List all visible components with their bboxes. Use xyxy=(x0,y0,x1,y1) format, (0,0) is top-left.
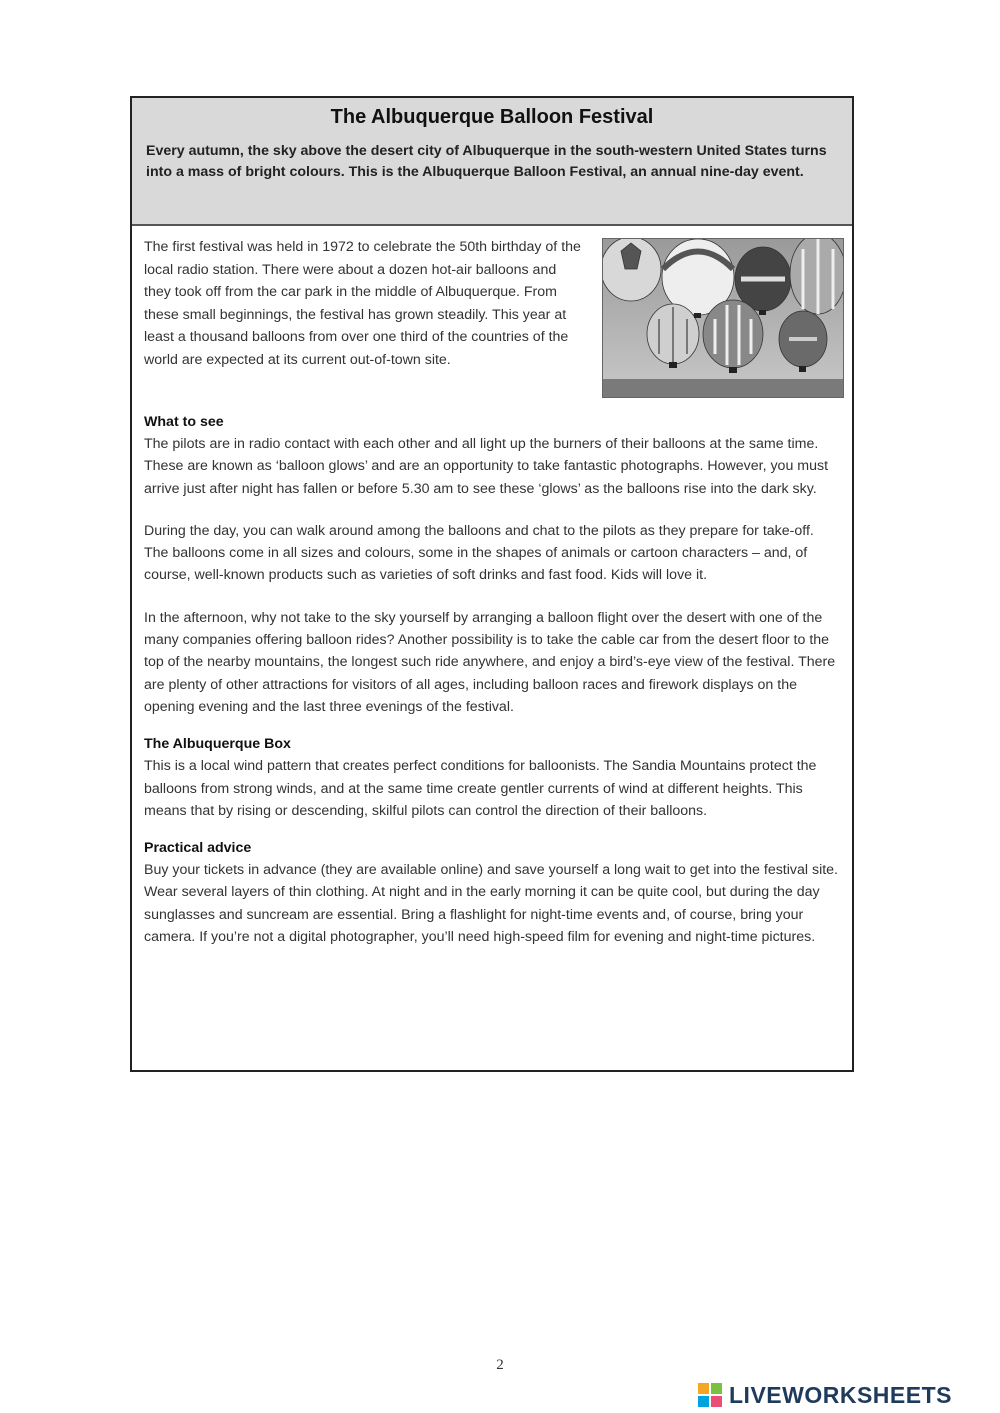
article-content xyxy=(132,226,852,948)
liveworksheets-logo xyxy=(697,1380,952,1410)
what-to-see-paragraph-3: In the afternoon, why not take to the sky yourself by arranging a balloon flight over the desert with one of the many companies offering balloon rides? Another possibility is to take the cable car from the desert floor to the top of the nearby mountains, the longest such ride anywhere, and enjoy a bird’s-eye view of the festival. There are plenty of other attractions for visitors of all ages, including balloon races and firework displays on the opening evening and the last three evenings of the festival. xyxy=(144,609,836,715)
section-heading-practical-advice: Practical advice xyxy=(144,840,252,857)
article-box xyxy=(130,96,854,1072)
article-title: The Albuquerque Balloon Festival xyxy=(330,106,654,128)
liveworksheets-logo-icon xyxy=(697,1382,723,1408)
page-number: 2 xyxy=(496,1357,504,1373)
practical-advice-paragraph: Buy your tickets in advance (they are available online) and save yourself a long wait to get into the festival site. Wear several layers of thin clothing. At night and in the early morning it can be quite cool, but during the day sunglasses and suncream are essential. Bring a flashlight for night-time events and, of course, bring your camera. If you’re not a digital photographer, you’ll need high-speed film for evening and night-time pictures. xyxy=(144,862,838,946)
what-to-see-paragraph-2: During the day, you can walk around among the balloons and chat to the pilots as they prepare for take-off. The balloons come in all sizes and colours, some in the shapes of animals or cartoon characters – and, of course, well-known products such as varieties of soft drinks and fast food. Kids will love it. xyxy=(144,522,814,584)
intro-block xyxy=(144,236,838,396)
article-header xyxy=(132,98,852,226)
first-paragraph: The first festival was held in 1972 to celebrate the 50th birthday of the local radio station. There were about a dozen hot-air balloons and they took off from the car park in the middle of Albuquerque. From these small beginnings, the festival has grown steadily. This year at least a thousand balloons from over one third of the countries of the world are expected at its current out-of-town site. xyxy=(144,239,581,368)
article-intro: Every autumn, the sky above the desert city of Albuquerque in the south-western United States turns into a mass of bright colours. This is the Albuquerque Balloon Festival, an annual nine-day event. xyxy=(146,143,827,180)
liveworksheets-wordmark: LIVEWORKSHEETS xyxy=(729,1381,952,1408)
section-heading-albuquerque-box: The Albuquerque Box xyxy=(144,736,291,753)
albuquerque-box-paragraph: This is a local wind pattern that creates perfect conditions for balloonists. The Sandia Mountains protect the balloons from strong winds, and at the same time create gentler currents of wind at different heights. This means that by rising or descending, skilful pilots can control the direction of their balloons. xyxy=(144,758,817,819)
balloons-photo xyxy=(602,238,844,398)
what-to-see-paragraph-1: The pilots are in radio contact with each other and all light up the burners of their balloons at the same time. These are known as ‘balloon glows’ and are an opportunity to take fantastic photographs. However, you must arrive just after night has fallen or before 5.30 am to see these ‘glows’ as the balloons rise into the dark sky. xyxy=(144,436,829,497)
section-heading-what-to-see: What to see xyxy=(144,414,224,430)
